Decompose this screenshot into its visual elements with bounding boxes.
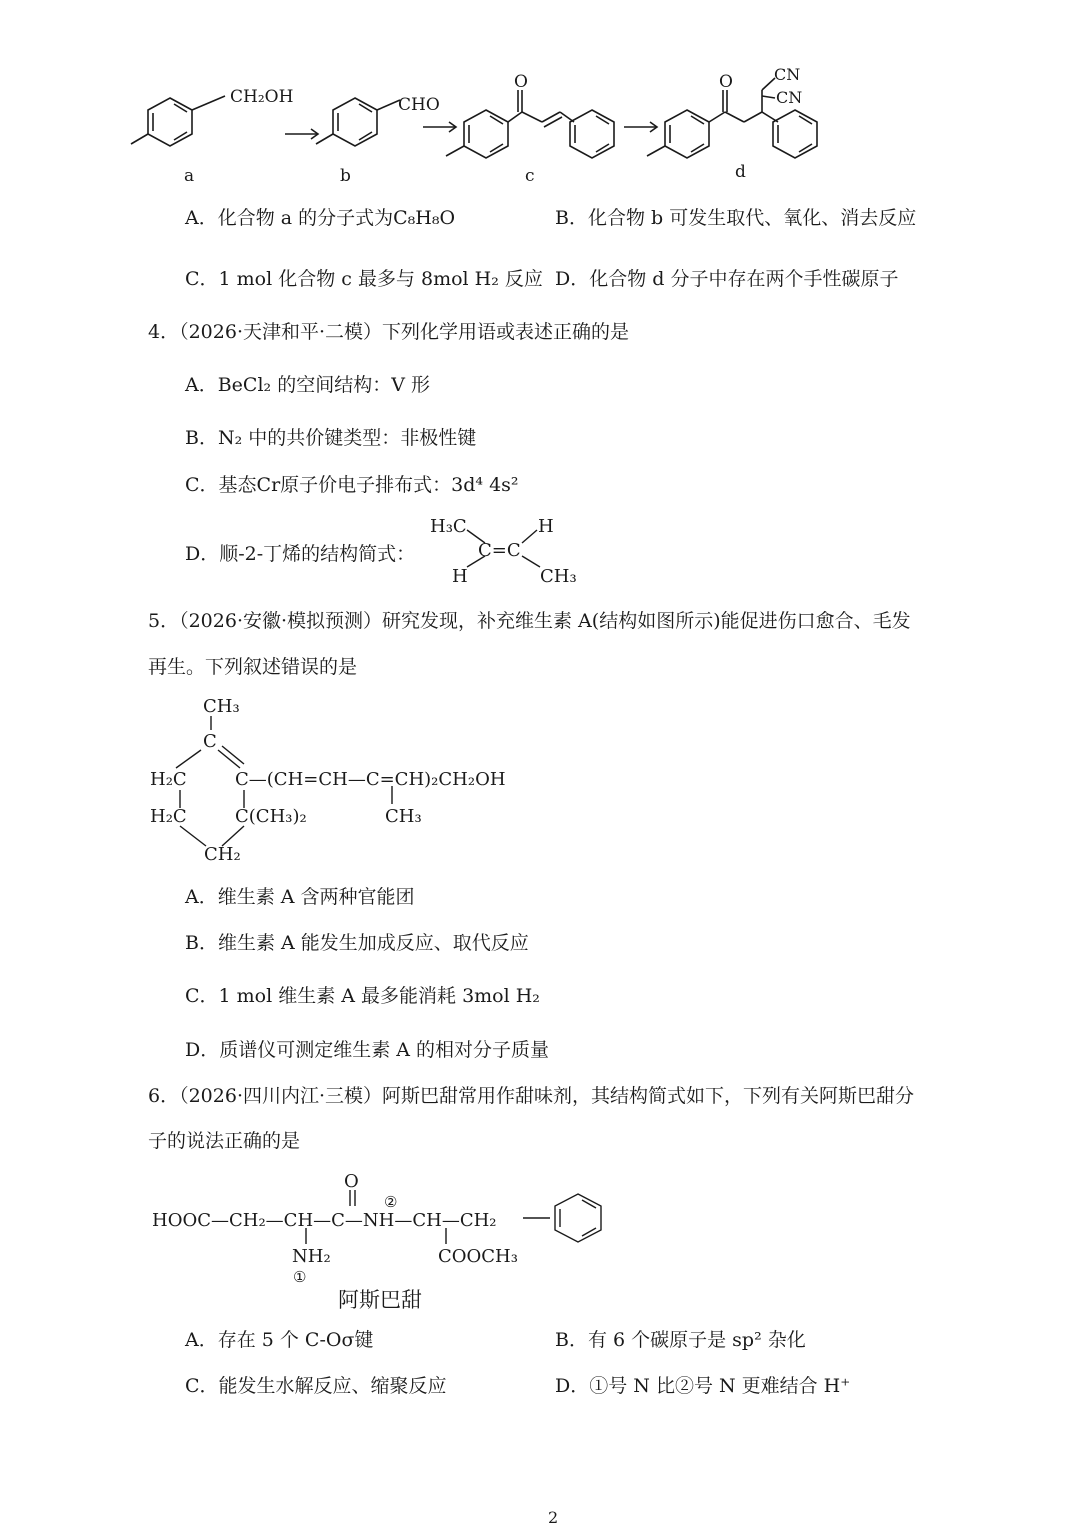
cis-butene-ch3: CH₃ [540, 566, 577, 587]
aspartame-nh2: NH₂ [292, 1246, 331, 1267]
cis-butene-h3c: H₃C [430, 516, 467, 537]
carbonyl-o-d: O [719, 72, 733, 92]
vitA-ch3-chain: CH₃ [385, 806, 422, 827]
vitA-cch32: C(CH₃)₂ [235, 806, 307, 827]
q4-option-d-label: D．顺-2-丁烯的结构简式： [185, 543, 416, 565]
q6-option-a: A．存在 5 个 C-Oσ键 [185, 1329, 374, 1351]
vitA-c-top: C [203, 731, 217, 752]
q5-option-c: C．1 mol 维生素 A 最多能消耗 3mol H₂ [185, 985, 540, 1007]
q6-stem-line2: 子的说法正确的是 [148, 1130, 301, 1152]
q5-option-a: A．维生素 A 含两种官能团 [185, 886, 415, 908]
vitA-ch2-bottom: CH₂ [204, 844, 241, 865]
carbonyl-o-c: O [514, 72, 528, 92]
compound-label-a: a [184, 166, 195, 186]
group-ch2oh: CH₂OH [230, 87, 294, 107]
q4-option-a: A．BeCl₂ 的空间结构：V 形 [185, 374, 430, 396]
cis-butene-h-bottom: H [452, 566, 468, 587]
q3-option-b: B．化合物 b 可发生取代、氧化、消去反应 [555, 207, 917, 229]
cis-butene-h-top: H [538, 516, 554, 537]
q5-option-d: D．质谱仪可测定维生素 A 的相对分子质量 [185, 1039, 550, 1061]
q4-stem: 4．（2026·天津和平·二模）下列化学用语或表述正确的是 [148, 321, 630, 343]
page-number: 2 [548, 1508, 559, 1527]
compound-label-b: b [340, 166, 351, 186]
vitA-ch3-top: CH₃ [203, 696, 240, 717]
vitA-h2c-2: H₂C [150, 806, 187, 827]
q3-option-d: D．化合物 d 分子中存在两个手性碳原子 [555, 268, 899, 290]
q5-option-b: B．维生素 A 能发生加成反应、取代反应 [185, 932, 529, 954]
cis-butene-cc: C=C [478, 540, 521, 561]
q6-option-d: D．①号 N 比②号 N 更难结合 H⁺ [555, 1375, 851, 1397]
aspartame-caption: 阿斯巴甜 [338, 1288, 422, 1312]
vitA-h2c-1: H₂C [150, 769, 187, 790]
cn-group-2: CN [776, 88, 803, 107]
aspartame-o: O [344, 1171, 359, 1192]
q3-option-a: A．化合物 a 的分子式为C₈H₈O [185, 207, 456, 229]
aspartame-main-chain: HOOC—CH₂—CH—C—NH—CH—CH₂ [152, 1210, 497, 1231]
compound-label-c: c [525, 166, 535, 186]
aspartame-mark-2: ② [384, 1193, 398, 1211]
q6-option-b: B．有 6 个碳原子是 sp² 杂化 [555, 1329, 806, 1351]
compound-label-d: d [735, 162, 746, 182]
q4-option-c: C．基态Cr原子价电子排布式：3d⁴ 4s² [185, 474, 519, 496]
cn-group-1: CN [774, 65, 801, 84]
q6-stem-line1: 6．（2026·四川内江·三模）阿斯巴甜常用作甜味剂，其结构简式如下，下列有关阿斯巴甜分 [148, 1085, 915, 1107]
aspartame-mark-1: ① [293, 1268, 307, 1286]
q4-option-b: B．N₂ 中的共价键类型：非极性键 [185, 427, 477, 449]
group-cho: CHO [398, 95, 440, 115]
q5-stem-line1: 5．（2026·安徽·模拟预测）研究发现，补充维生素 A(结构如图所示)能促进伤口愈合、毛发 [148, 610, 911, 632]
q5-stem-line2: 再生。下列叙述错误的是 [148, 656, 358, 678]
aspartame-cooch3: COOCH₃ [438, 1246, 518, 1267]
vitA-side-chain: C—(CH=CH—C=CH)₂CH₂OH [235, 769, 506, 790]
q3-option-c: C．1 mol 化合物 c 最多与 8mol H₂ 反应 [185, 268, 543, 290]
q6-option-c: C．能发生水解反应、缩聚反应 [185, 1375, 447, 1397]
